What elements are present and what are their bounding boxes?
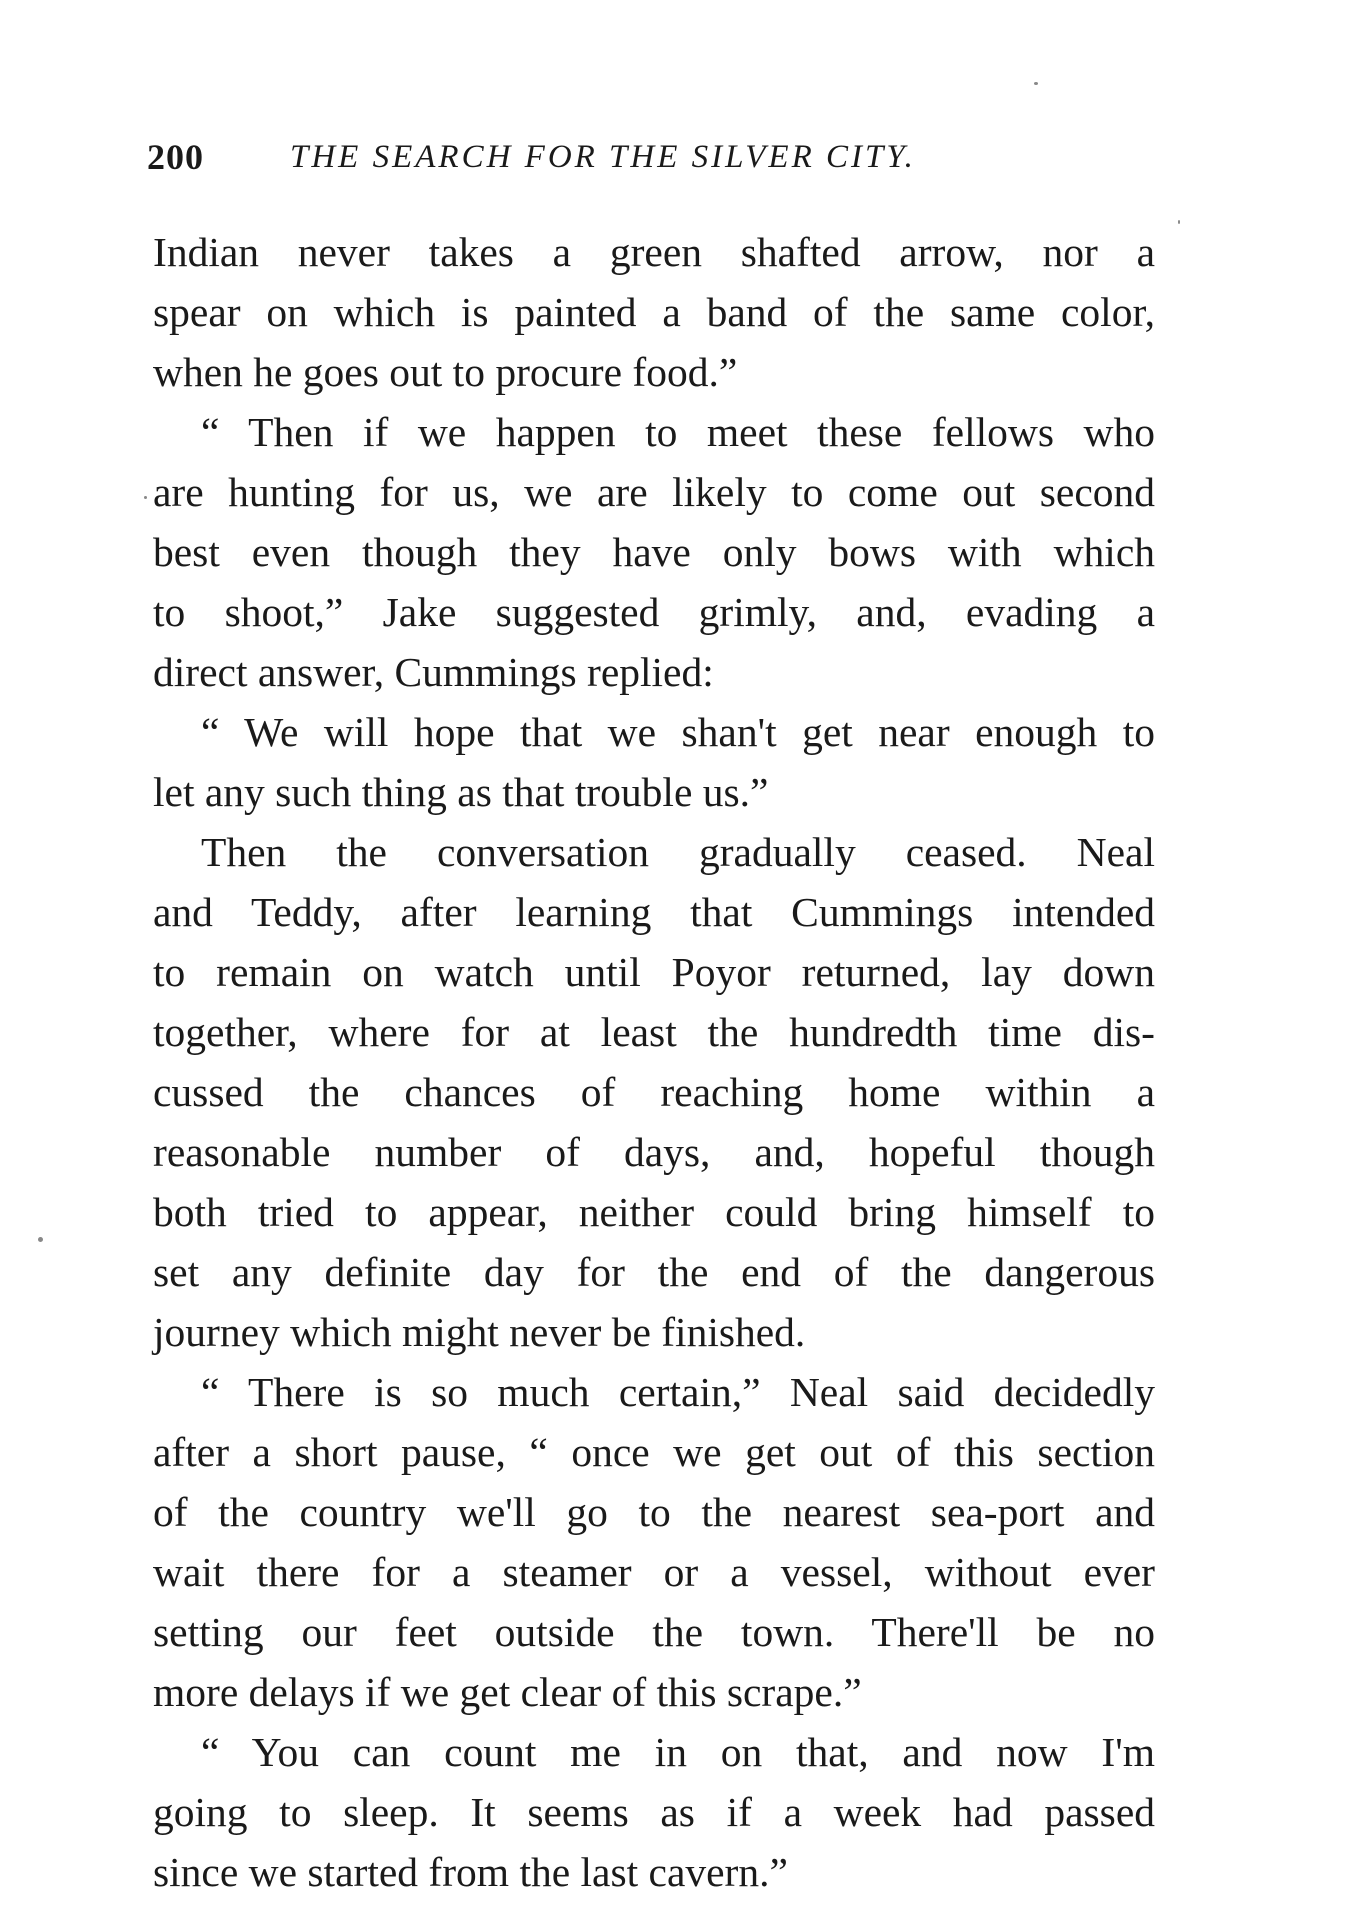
text-line: “ There is so much certain,” Neal said decidedly [201, 1369, 1155, 1415]
page-number: 200 [147, 137, 204, 177]
body-text [153, 222, 1155, 1902]
running-title: THE SEARCH FOR THE SILVER CITY. [290, 139, 916, 175]
text-line: “ Then if we happen to meet these fellows who [201, 409, 1155, 455]
text-line: direct answer, Cummings replied: [153, 649, 714, 695]
text-line: “ We will hope that we shan't get near enough to [201, 709, 1155, 755]
text-line: “ You can count me in on that, and now I'm [201, 1729, 1155, 1775]
text-line: Then the conversation gradually ceased. Neal [201, 829, 1155, 875]
print-speck [38, 1237, 43, 1242]
text-line: more delays if we get clear of this scrape.” [153, 1669, 862, 1715]
text-line: cussed the chances of reaching home within a [153, 1069, 1155, 1115]
text-line: Indian never takes a green shafted arrow, nor a [153, 229, 1155, 275]
text-line: since we started from the last cavern.” [153, 1849, 788, 1895]
text-line: both tried to appear, neither could bring himself to [153, 1189, 1155, 1235]
text-line: of the country we'll go to the nearest sea-port and [153, 1489, 1155, 1535]
text-line: going to sleep. It seems as if a week had passed [153, 1789, 1155, 1835]
text-line: after a short pause, “ once we get out of this section [153, 1429, 1155, 1475]
text-line: set any definite day for the end of the dangerous [153, 1249, 1155, 1295]
print-speck [144, 496, 147, 499]
text-line: together, where for at least the hundredth time dis- [153, 1009, 1155, 1055]
text-line: best even though they have only bows with which [153, 529, 1155, 575]
text-line: when he goes out to procure food.” [153, 349, 738, 395]
text-line: setting our feet outside the town. There'll be no [153, 1609, 1155, 1655]
text-line: spear on which is painted a band of the same color, [153, 289, 1155, 335]
text-line: are hunting for us, we are likely to come out second [153, 469, 1155, 515]
text-line: reasonable number of days, and, hopeful though [153, 1129, 1155, 1175]
print-speck [1178, 220, 1180, 224]
text-line: wait there for a steamer or a vessel, without ever [153, 1549, 1155, 1595]
text-line: to remain on watch until Poyor returned, lay down [153, 949, 1155, 995]
text-line: let any such thing as that trouble us.” [153, 769, 769, 815]
page-header [147, 132, 1147, 182]
print-speck [1034, 82, 1038, 85]
text-line: to shoot,” Jake suggested grimly, and, evading a [153, 589, 1155, 635]
text-line: journey which might never be finished. [153, 1309, 806, 1355]
text-line: and Teddy, after learning that Cummings intended [153, 889, 1155, 935]
